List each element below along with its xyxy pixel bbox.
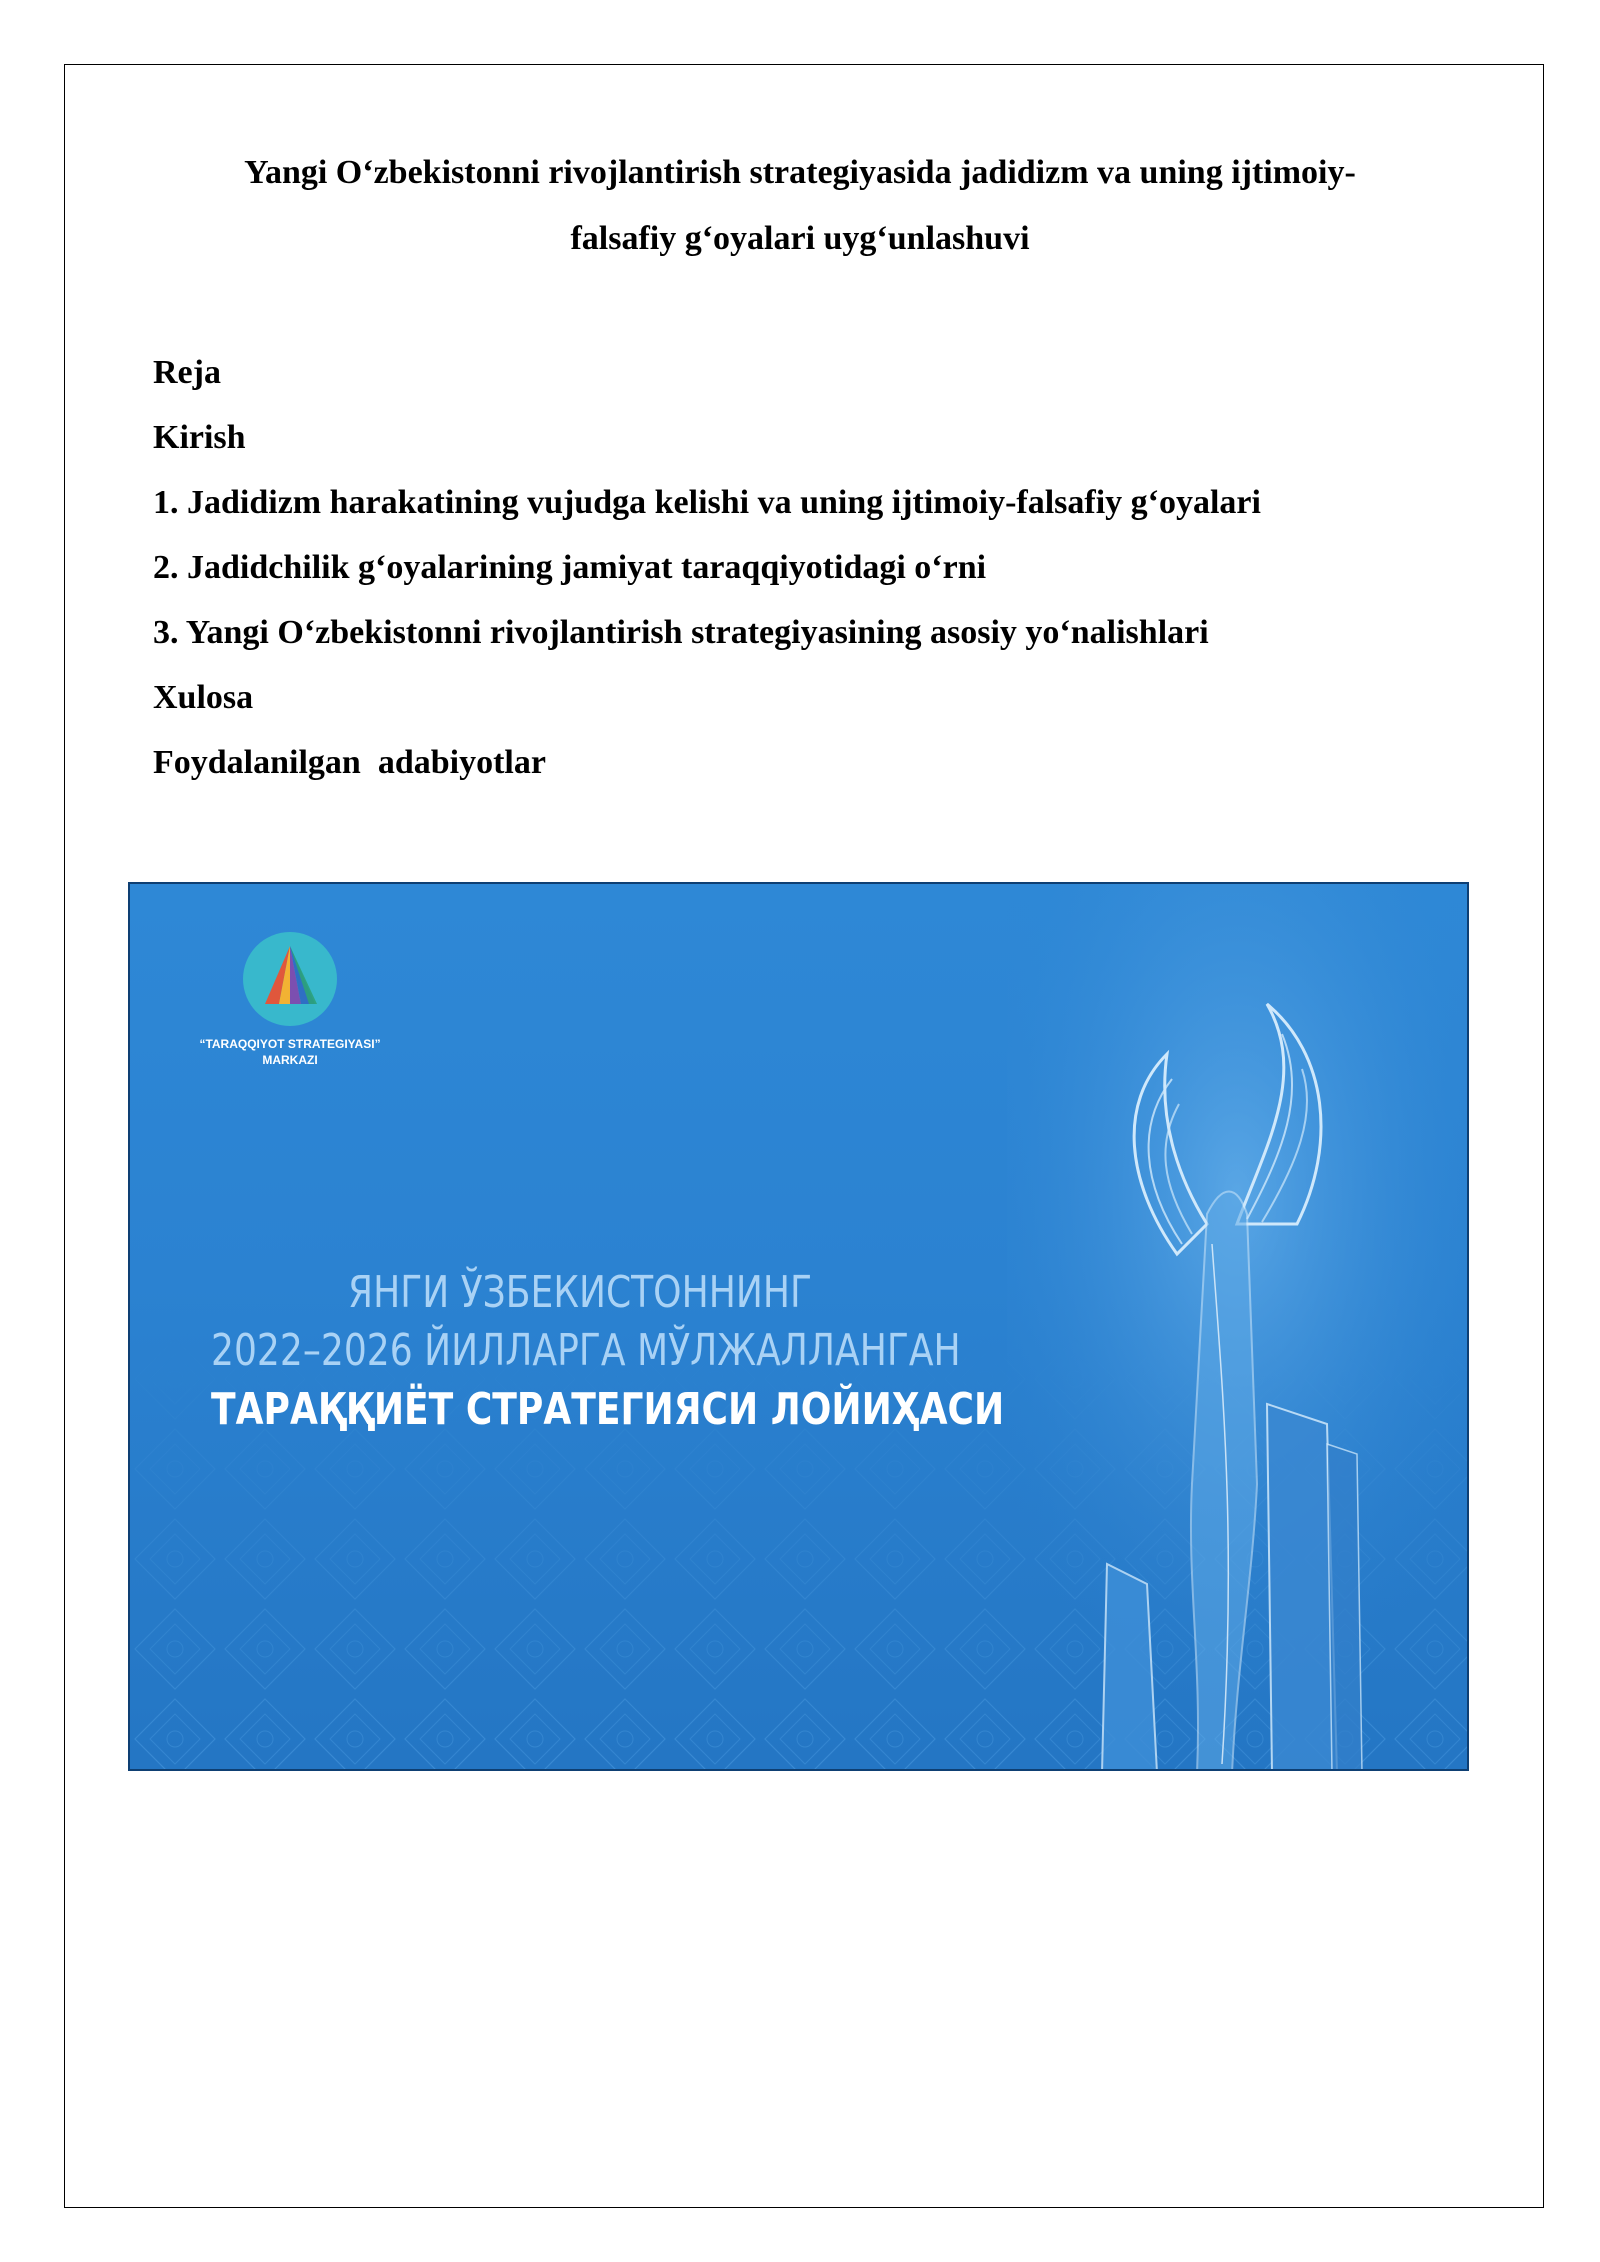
plan-item: Kirish bbox=[153, 419, 246, 456]
headline-line-2: 2022–2026 ЙИЛЛАРГА МЎЛЖАЛЛАНГАН bbox=[211, 1325, 961, 1376]
title-line-2: falsafiy g‘oyalari uyg‘unlashuvi bbox=[570, 220, 1030, 257]
plan-item: 2. Jadidchilik g‘oyalarining jamiyat taraqqiyotidagi o‘rni bbox=[153, 549, 987, 586]
monument-illustration bbox=[1007, 884, 1467, 1771]
plan-heading: Reja bbox=[153, 354, 221, 391]
plan-item: 1. Jadidizm harakatining vujudga kelishi va uning ijtimoiy-falsafiy g‘oyalari bbox=[153, 484, 1261, 521]
document-title bbox=[130, 140, 1470, 272]
plan-section bbox=[153, 340, 1453, 795]
logo-caption-line-2: MARKAZI bbox=[262, 1053, 318, 1067]
plan-item: Foydalanilgan adabiyotlar bbox=[153, 744, 546, 781]
banner-headline bbox=[130, 1264, 1030, 1440]
headline-line-1: ЯНГИ ЎЗБЕКИСТОННИНГ bbox=[348, 1267, 812, 1318]
strategy-center-logo-icon bbox=[243, 932, 337, 1026]
strategy-banner-image bbox=[128, 882, 1469, 1771]
plan-item: 3. Yangi O‘zbekistonni rivojlantirish strategiyasining asosiy yo‘nalishlari bbox=[153, 614, 1209, 651]
logo-caption-line-1: “TARAQQIYOT STRATEGIYASI” bbox=[199, 1037, 381, 1051]
strategy-center-logo bbox=[170, 932, 410, 1068]
title-line-1: Yangi O‘zbekistonni rivojlantirish strategiyasida jadidizm va uning ijtimoiy- bbox=[244, 154, 1356, 191]
headline-line-3: ТАРАҚҚИЁТ СТРАТЕГИЯСИ ЛОЙИҲАСИ bbox=[211, 1384, 1005, 1435]
logo-caption bbox=[170, 1036, 410, 1068]
plan-item: Xulosa bbox=[153, 679, 254, 716]
